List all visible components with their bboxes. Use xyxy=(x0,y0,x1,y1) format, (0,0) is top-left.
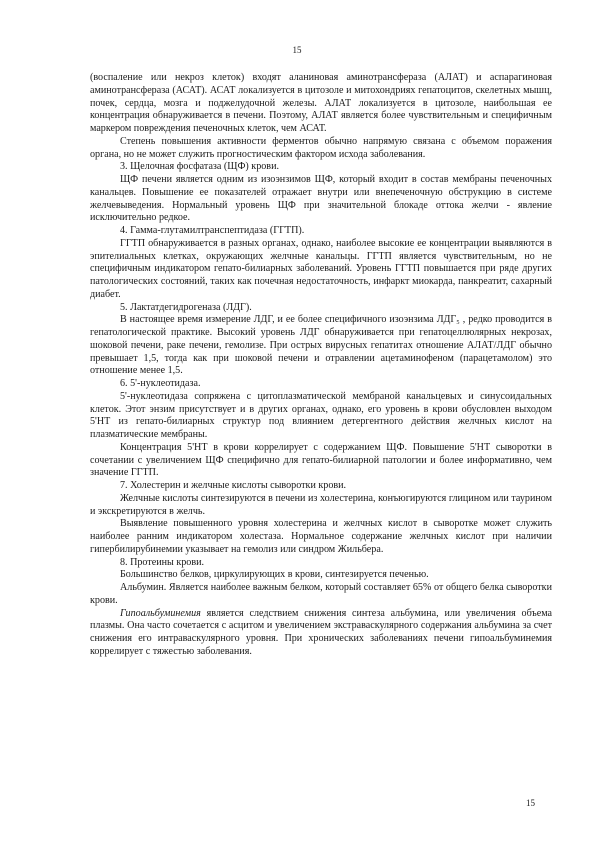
section-heading-5-nucleotidase: 6. 5'-нуклеотидаза. xyxy=(120,378,201,389)
paragraph-alkaline-phosphatase: ЩФ печени является одним из изоэнзимов ЩФ, который входит в состав мембраны печеночных канальцев. Повышение ее показателей отражает внутри или внепеченочную обструкцию в системе желчевыведения. Нормальный уровень ЩФ при значительной блокаде оттока желчи - явление исключительно редкое. xyxy=(90,174,552,224)
paragraph-hypoalbuminemia xyxy=(90,608,552,659)
paragraph-cholestasis-indicator: Выявление повышенного уровня холестерина и желчных кислот в сыворотке может служить наиболее ранним индикатором холестаза. Нормальное содержание желчных кислот при наличии гипербилирубинемии указывает на гемолиз или синдром Жильбера. xyxy=(90,518,552,555)
section-heading-proteins: 8. Протеины крови. xyxy=(120,556,205,568)
footer-page-number: 15 xyxy=(526,798,535,808)
paragraph-5nt-concentration: Концентрация 5'НТ в крови коррелирует с содержанием ЩФ. Повышение 5'НТ сыворотки в сочетании с увеличением ЩФ специфично для гепато-билиарной патологии и более информативно, чем значение ГГТП. xyxy=(90,441,552,479)
header-page-number: 15 xyxy=(292,45,302,55)
paragraph-enzyme-activity: Степень повышения активности ферментов обычно напрямую связана с объемом поражения органа, но не может служить прогностическим фактором исхода заболевания. xyxy=(90,135,552,160)
hypoalbuminemia-text: является следствием снижения синтеза альбумина, или увеличения объема плазмы. Она часто сочетается с асцитом и увеличением экстраваскулярного содержания альбумина за счет снижения его интраваскулярного уровня. При хронических заболеваниях печени гипоальбуминемия коррелирует с тяжестью заболевания. xyxy=(90,607,552,657)
section-heading-ldh: 5. Лактатдегидрогеназа (ЛДГ). xyxy=(120,301,252,313)
paragraph-5-nucleotidase: 5'-нуклеотидаза сопряжена с цитоплазматической мембраной канальцевых и синусоидальных клеток. Этот энзим присутствует и в других органах, однако, его уровень в крови обусловлен выходом 5'НТ из гепато-билиарных структур под влиянием детергентного действия желчных кислот на плазматические мембраны. xyxy=(90,390,552,440)
section-heading-ggtp: 4. Гамма-глутамилтранспептидаза (ГГТП). xyxy=(120,225,305,236)
paragraph-proteins: Большинство белков, циркулирующих в крови, синтезируется печенью. xyxy=(120,569,429,581)
section-heading-cholesterol: 7. Холестерин и желчные кислоты сыворотки крови. xyxy=(120,480,347,491)
term-hypoalbuminemia: Гипоальбуминемия xyxy=(120,607,201,619)
paragraph-albumin: Альбумин. Является наиболее важным белком, который составляет 65% от общего белка сыворотки крови. xyxy=(90,582,552,606)
paragraph-ldh: В настоящее время измерение ЛДГ, и ее более специфичного изоэнзима ЛДГ₅ , редко проводится в гепатологической практике. Высокий уровень ЛДГ обнаруживается при гепатоцеллюлярных некрозах, шоковой печени, раке печени, гемолизе. При острых вирусных гепатитах отношение АЛАТ/ЛДГ обычно превышает 1,5, тогда как при шоковой печени и отравлении ацетаминофеном (парацетамолом) это отношение менее 1,5. xyxy=(90,314,552,377)
document-body xyxy=(90,72,552,659)
paragraph-bile-acids: Желчные кислоты синтезируются в печени из холестерина, конъюгируются глицином или таурином и экскретируются в желчь. xyxy=(90,492,552,517)
paragraph-aminotransferases: (воспаление или некроз клеток) входят аланиновая аминотрансфераза (АЛАТ) и аспарагиновая аминотрансфераза (АСАТ). АСАТ локализуется в цитозоле и митохондриях гепатоцитов, скелетных мышц, почек, сердца, мозга и поджелудочной железы. АЛАТ локализуется в цитозоле, наибольшая ее концентрация обнаруживается в печени. Поэтому, АЛАТ является более чувствительным и специфичным маркером повреждения печеночных клеток, чем АСАТ. xyxy=(90,72,552,134)
paragraph-ggtp: ГГТП обнаруживается в разных органах, однако, наиболее высокие ее концентрации выявляются в эпителиальных клетках, окружающих желчные канальцы. ГГТП является чувствительным, но не специфичным индикатором гепато-билиарных заболеваний. Уровень ГГТП повышается при ряде других патологических состояний, таких как почечная недостаточность, инфаркт миокарда, панкреатит, сахарный диабет. xyxy=(90,237,552,300)
section-heading-alkaline-phosphatase: 3. Щелочная фосфатаза (ЩФ) крови. xyxy=(120,161,280,173)
